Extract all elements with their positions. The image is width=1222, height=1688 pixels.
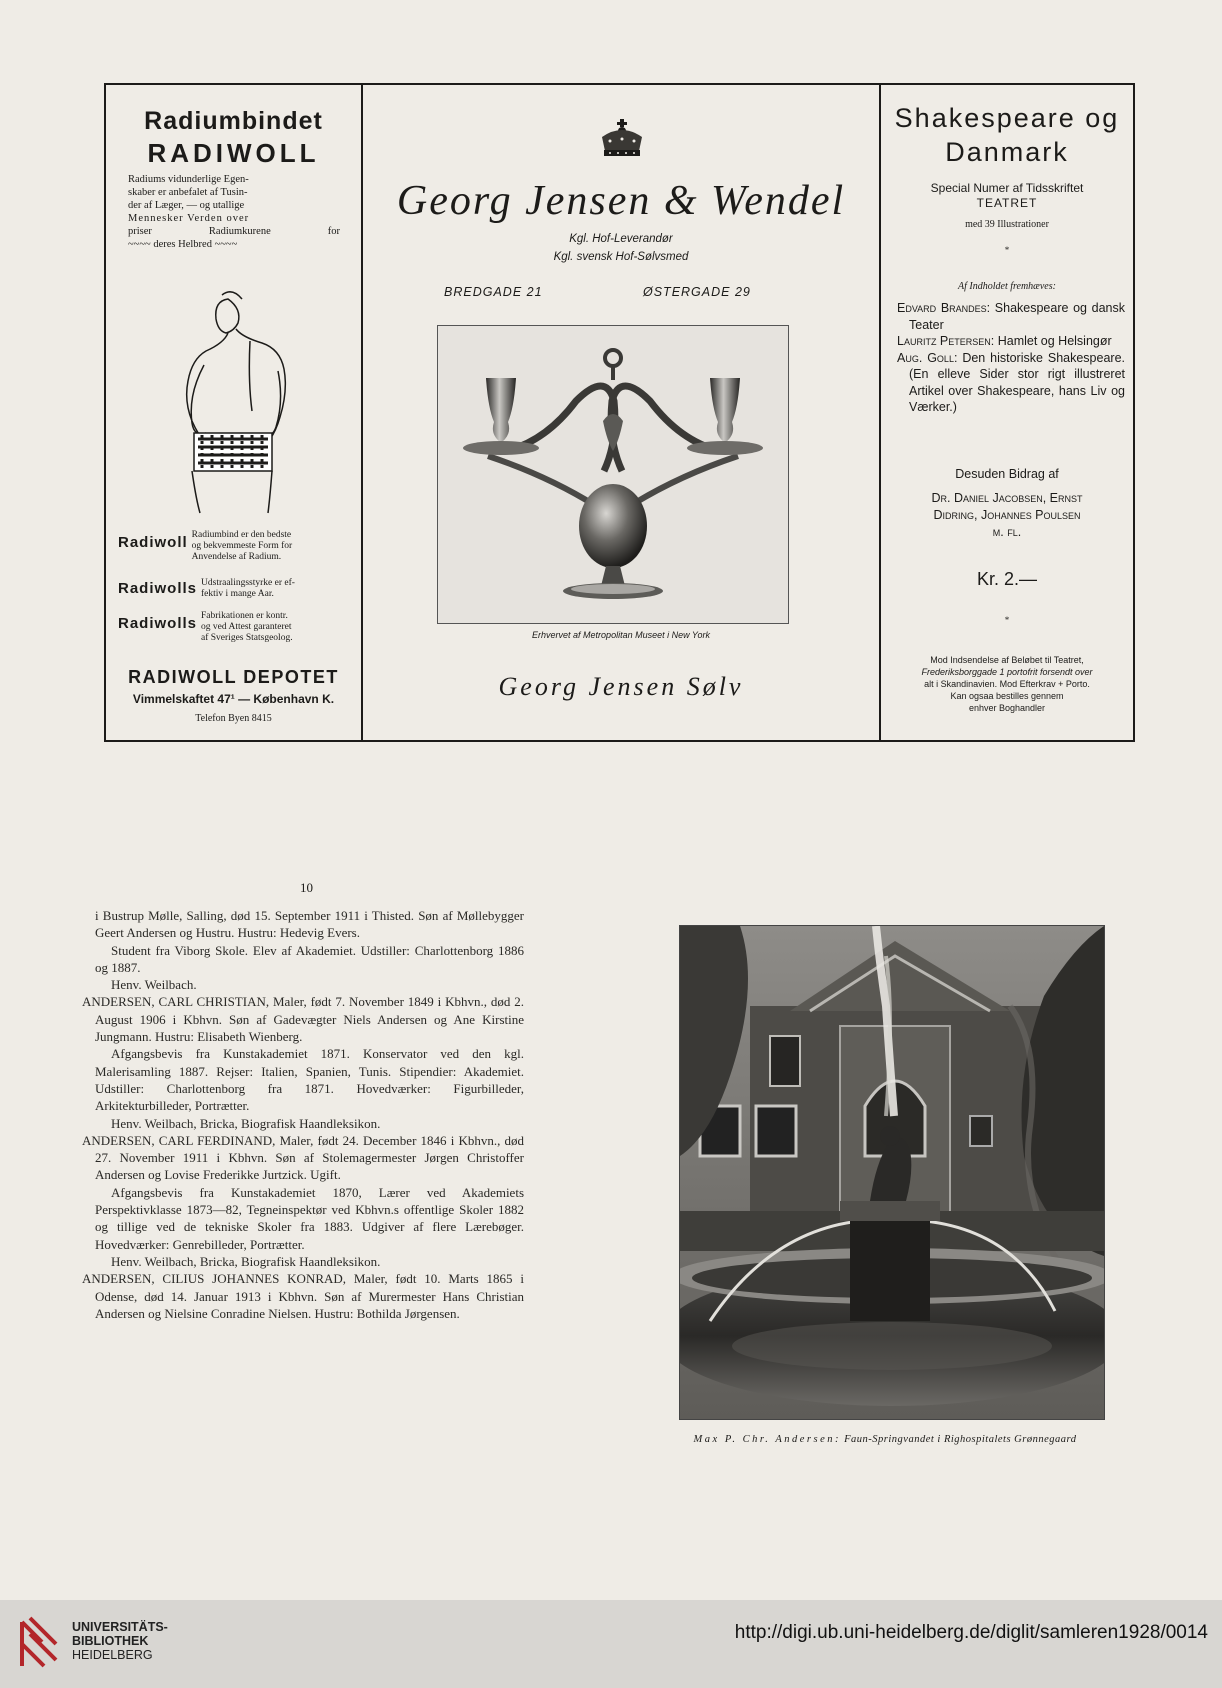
biography-paragraph: Afgangsbevis fra Kunstakademiet 1871. Konservator ved den kgl. Malerisamling 1887. Rejser: Italien, Spanien, Tunis. Stipendier: Akademiet. Udstiller: Charlottenborg fra 1871. Hovedværker: Figurbilleder, Arkitekturbilleder, Portrætter.: [95, 1046, 524, 1114]
fountain-photo-caption: [650, 1434, 1120, 1445]
biography-entry: ANDERSEN, CILIUS JOHANNES KONRAD, Maler, født 10. Marts 1865 i Odense, død 14. Januar 1913 i Kbhvn. Søn af Murermester Hans Christian Andersen og Nielsine Conradine Nielsen. Hustru: Bothilda Jørgensen.: [82, 1271, 524, 1321]
intro-line: Mennesker Verden over: [128, 213, 250, 224]
shakespeare-title: Danmark: [945, 137, 1069, 167]
advertisement-frame: [104, 83, 1135, 742]
intro-line: priser Radiumkurene for: [128, 226, 340, 237]
radium-ad-title: Radiumbindet: [144, 107, 323, 135]
feature-name: Radiwoll: [118, 534, 188, 551]
faun-fountain-photo: [679, 925, 1105, 1420]
contents-label: Af Indholdet fremhæves:: [958, 281, 1056, 292]
biography-paragraph: Student fra Viborg Skole. Elev af Akademiet. Udstiller: Charlottenborg 1886 og 1887.: [95, 942, 524, 975]
jensen-subtitle: Kgl. svensk Hof-Sølvsmed: [553, 251, 689, 263]
silver-candelabrum-photo: [437, 325, 789, 624]
radiwoll-feature: [118, 611, 350, 644]
star-ornament: *: [1004, 245, 1010, 255]
radium-depot-name: RADIWOLL DEPOTET: [128, 667, 339, 687]
order-info: Mod Indsendelse af Beløbet til Teatret, Frederiksborggade 1 portofrit forsendt over alt i Skandinavien. Mod Efterkrav + Porto. Kan ogsaa bestilles gennem enhver Boghandler: [921, 655, 1093, 713]
library-name: UNIVERSITÄTS- BIBLIOTHEK HEIDELBERG: [72, 1620, 168, 1662]
intro-line: ~~~~ deres Helbred ~~~~: [128, 239, 238, 250]
biography-column: [82, 907, 524, 1322]
list-item: Lauritz Petersen: Hamlet og Helsingør: [897, 334, 1112, 348]
radium-depot-address: Vimmelskaftet 47¹ — København K.: [132, 692, 335, 706]
feature-desc: og bekvemmeste Form for: [191, 541, 293, 551]
man-wearing-radium-belt-illustration: [166, 281, 296, 516]
candelabrum-caption: Erhvervet af Metropolitan Museet i New York: [532, 630, 710, 640]
radium-ad-brand: RADIWOLL: [147, 138, 320, 168]
royal-crown-icon: [598, 119, 646, 159]
journal-name: TEATRET: [976, 196, 1038, 210]
feature-desc: af Sveriges Statsgeolog.: [201, 633, 293, 643]
biography-paragraph: Afgangsbevis fra Kunstakademiet 1870, Lærer ved Akademiets Perspektivklasse 1873—82, Tegneinspektør ved Kbhvn.s offentlige Skoler 1882 og tillige ved de tekniske Skoler fra 1883. Udgiver af flere Lærebøger. Hovedværker: Genrebilleder, Portrætter.: [95, 1184, 524, 1252]
illustrations-count: med 39 Illustrationer: [965, 219, 1049, 230]
library-footer: [0, 1600, 1222, 1688]
list-item: Edvard Brandes: Shakespeare og dansk Teater: [897, 301, 1125, 332]
feature-desc: Fabrikationen er kontr.: [201, 611, 288, 621]
biography-entry: ANDERSEN, CARL FERDINAND, Maler, født 24. December 1846 i Kbhvn., død 27. November 1911 i Kbhvn. Søn af Stolemagermester Jørgen Christoffer Andersen og Lovise Frederikke Jurtzick. Ugift.: [82, 1132, 524, 1183]
biography-paragraph: Henv. Weilbach, Bricka, Biografisk Haandleksikon.: [111, 1115, 381, 1131]
shakespeare-title: Shakespeare og: [894, 103, 1120, 133]
special-issue-line: Special Numer af Tidsskriftet: [930, 181, 1084, 195]
heidelberg-library-logo: [16, 1614, 64, 1672]
intro-line: Radiums vidunderlige Egen-: [128, 174, 249, 185]
jensen-solv-tagline: Georg Jensen Sølv: [498, 672, 744, 701]
radiwoll-advertisement: [106, 85, 361, 740]
feature-desc: fektiv i mange Aar.: [201, 589, 274, 599]
jensen-address: BREDGADE 21: [444, 285, 543, 299]
radium-ad-intro: [128, 173, 340, 251]
feature-desc: og ved Attest garanteret: [201, 622, 292, 632]
intro-line: skaber er anbefalet af Tusin-: [128, 187, 248, 198]
feature-name: Radiwolls: [118, 615, 198, 632]
page-number: 10: [300, 880, 313, 895]
list-item: Aug. Goll: Den historiske Shakespeare. (En elleve Sider stor rigt illustreret Artikel over Shakespeare, hans Liv og Værker.): [897, 350, 1125, 414]
biography-entry: ANDERSEN, CARL CHRISTIAN, Maler, født 7. November 1849 i Kbhvn., død 2. August 1906 i Kbhvn. Søn af Gadevægter Niels Andersen og Ane Kirstine Jungmann. Hustru: Elisabeth Wienberg.: [82, 994, 524, 1045]
biography-paragraph: Henv. Weilbach, Bricka, Biografisk Haandleksikon.: [111, 1253, 381, 1269]
radium-depot-phone: Telefon Byen 8415: [195, 713, 272, 724]
contents-list: [897, 300, 1125, 416]
star-ornament: *: [1004, 615, 1010, 625]
radiwoll-feature: [118, 530, 350, 563]
source-url[interactable]: http://digi.ub.uni-heidelberg.de/diglit/samleren1928/0014: [734, 1622, 1208, 1643]
jensen-wendel-name: Georg Jensen & Wendel: [396, 178, 846, 224]
jensen-address: ØSTERGADE 29: [643, 285, 751, 299]
feature-name: Radiwolls: [118, 580, 198, 597]
shakespeare-og-danmark-advertisement: [881, 85, 1133, 740]
radiwoll-feature: [118, 576, 350, 600]
biography-paragraph: Henv. Weilbach.: [111, 977, 197, 993]
intro-line: der af Læger, — og utallige: [128, 200, 245, 211]
feature-desc: Anvendelse af Radium.: [191, 552, 282, 562]
biography-paragraph: i Bustrup Mølle, Salling, død 15. September 1911 i Thisted. Søn af Møllebygger Geert Andersen og Hustru. Hustru: Hedevig Evers.: [95, 908, 524, 941]
caption-title: Faun-Springvandet i Righospitalets Grønnegaard: [841, 1434, 1077, 1445]
georg-jensen-advertisement: [363, 85, 879, 740]
price: Kr. 2.—: [976, 569, 1038, 589]
also-contributions-label: Desuden Bidrag af: [955, 467, 1059, 481]
jensen-subtitle: Kgl. Hof-Leverandør: [569, 233, 673, 245]
feature-desc: Radiumbind er den bedste: [191, 530, 292, 540]
caption-artist: Max P. Chr. Andersen:: [693, 1434, 842, 1445]
contributors: Dr. Daniel Jacobsen, Ernst Didring, Johannes Poulsen m. fl.: [931, 491, 1083, 539]
feature-desc: Udstraalingsstyrke er ef-: [201, 578, 295, 588]
